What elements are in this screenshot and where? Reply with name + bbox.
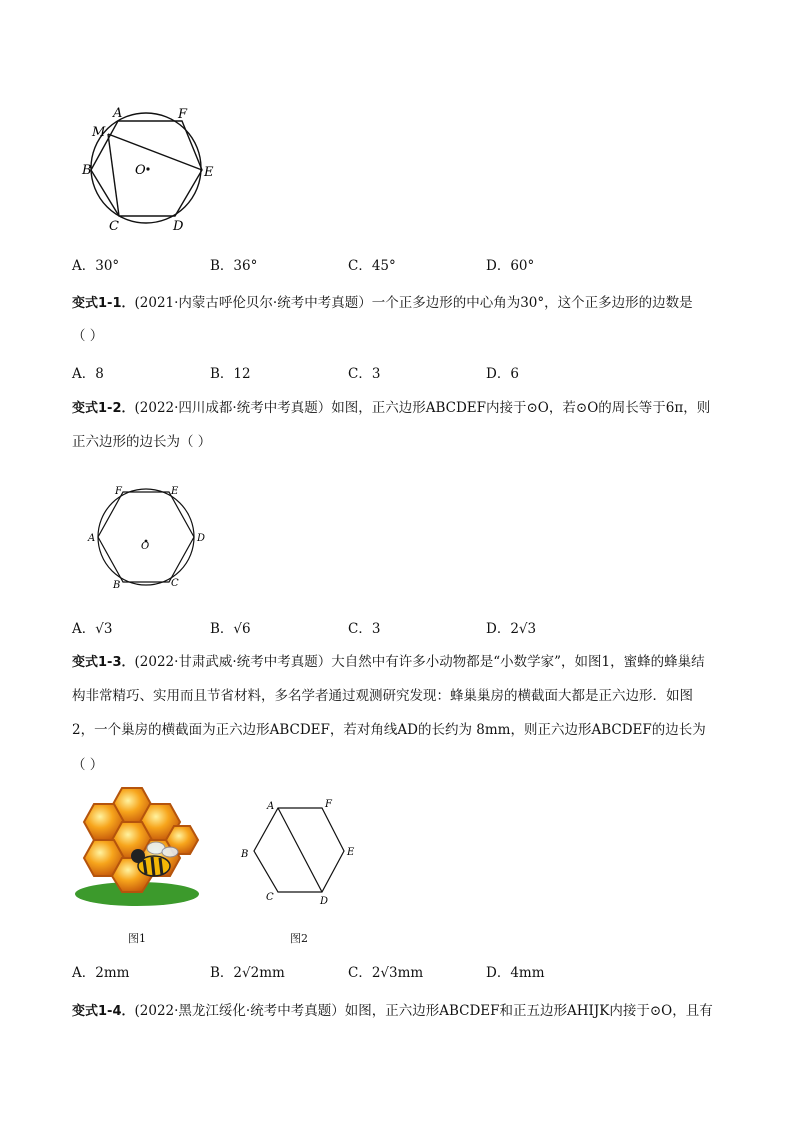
hex-label-C: C [171,578,179,589]
figure-circle-hexagon [78,100,218,240]
q2-label: 变式1-2． [72,401,135,416]
q2-line2: 正六边形的边长为（ ） [72,434,212,450]
q2-option-a: A．√3 [72,621,113,637]
q1-option-d: D．6 [486,366,519,382]
q2-option-d: D．2√3 [486,621,537,637]
label-D: D [173,219,184,234]
hex2-label-D: D [320,896,329,907]
q1-label: 变式1-1． [72,296,135,311]
label-A: A [113,106,123,121]
hex2-label-B: B [241,849,249,860]
q0-option-c: C．45° [348,258,396,274]
q3-option-b: B．2√2mm [210,965,285,981]
q3-option-d: D．4mm [486,965,545,981]
q2-option-c: C．3 [348,621,381,637]
hex-label-B: B [113,580,121,591]
fig1-caption: 图1 [128,932,146,945]
q3-line1 [72,652,705,673]
q4-text: (2022·黑龙江绥化·统考中考真题）如图，正六边形ABCDEF和正五边形AHIJK内接于⊙O，且有 [134,1003,713,1019]
q3-text: (2022·甘肃武威·统考中考真题）大自然中有许多小动物都是“小数学家”，如图1，蜜蜂的蜂巢结 [134,654,705,670]
q2-text: (2022·四川成都·统考中考真题）如图，正六边形ABCDEF内接于⊙O，若⊙O的周长等于6π，则 [134,400,711,416]
hex2-label-A: A [267,801,275,812]
q3-option-a: A．2mm [72,965,130,981]
hex-label-A: A [88,533,96,544]
hex-label-F: F [115,486,122,497]
label-B: B [82,163,92,178]
fig2-caption: 图2 [290,932,308,945]
hex2-label-C: C [266,892,274,903]
hex2-label-F: F [325,799,332,810]
q1-line2: （ ） [72,328,104,344]
q2-line1 [72,398,710,419]
q1-option-a: A．8 [72,366,104,382]
q3-option-c: C．2√3mm [348,965,424,981]
honeycomb-bee-image [74,786,200,906]
q3-line4: （ ） [72,757,104,773]
figure-inscribed-hexagon [84,482,214,592]
label-O: O [135,163,146,178]
hexagon-diagonal-figure [236,796,360,908]
label-F: F [178,107,188,122]
q0-option-b: B．36° [210,258,258,274]
hex-label-O: O [141,541,150,552]
q1-option-c: C．3 [348,366,381,382]
q0-option-a: A．30° [72,258,120,274]
q0-option-d: D．60° [486,258,535,274]
label-E: E [204,165,214,180]
q4-label: 变式1-4． [72,1004,135,1019]
label-C: C [109,219,119,234]
hex2-label-E: E [347,847,355,858]
q3-line3: 2，一个巢房的横截面为正六边形ABCDEF，若对角线AD的长约为 8mm，则正六边形ABCDEF的边长为 [72,722,706,738]
label-M: M [92,125,106,140]
q3-line2: 构非常精巧、实用而且节省材料，多名学者通过观测研究发现：蜂巢巢房的横截面大都是正六边形．如图 [72,688,693,704]
q1-option-b: B．12 [210,366,251,382]
q2-option-b: B．√6 [210,621,251,637]
q3-label: 变式1-3． [72,655,135,670]
q1-text: (2021·内蒙古呼伦贝尔·统考中考真题）一个正多边形的中心角为30°，这个正多边形的边数是 [134,295,693,311]
hex-label-D: D [197,533,206,544]
hex-label-E: E [171,486,179,497]
q4-line1 [72,1001,713,1022]
q1-line1 [72,293,693,314]
